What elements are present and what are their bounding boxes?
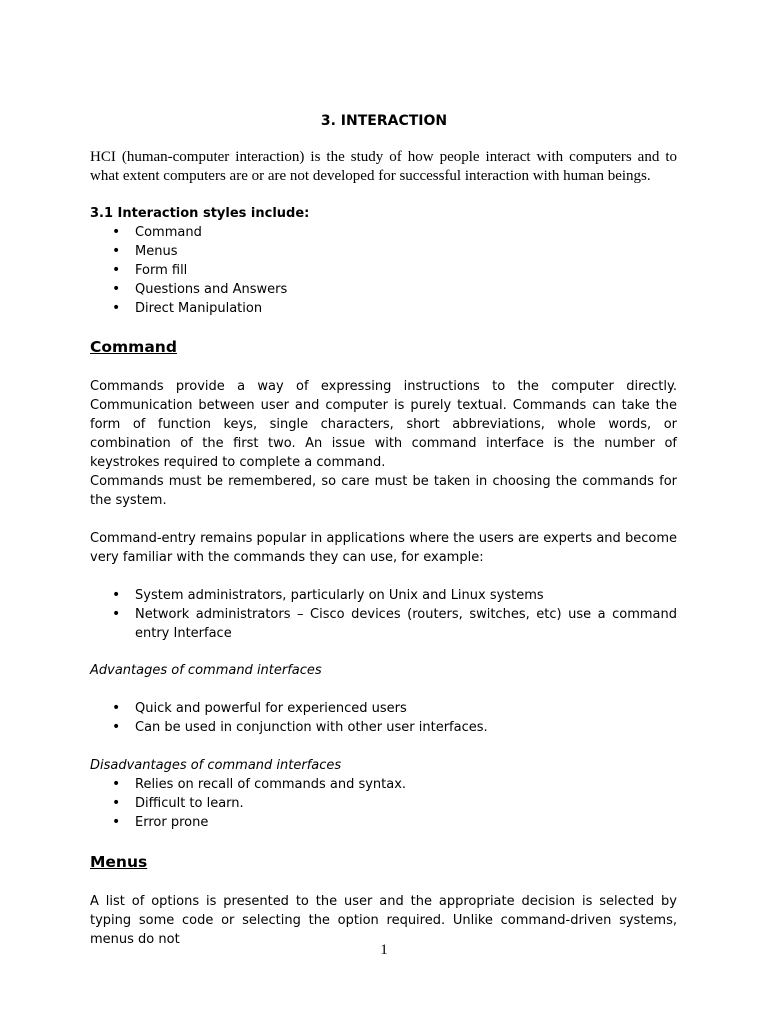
- list-item: • System administrators, particularly on Unix and Linux systems: [90, 586, 677, 605]
- list-item: • Questions and Answers: [90, 280, 677, 299]
- command-heading: Command: [90, 338, 177, 356]
- list-item: • Form fill: [90, 261, 677, 280]
- command-examples-list: [90, 586, 677, 643]
- menus-heading: Menus: [90, 853, 148, 871]
- page-title: 3. INTERACTION: [320, 113, 448, 129]
- advantages-list: [90, 699, 677, 737]
- styles-list: [90, 223, 677, 318]
- list-item: • Error prone: [90, 813, 677, 832]
- list-item: • Can be used in conjunction with other user interfaces.: [90, 718, 677, 737]
- disadvantages-section: [90, 756, 677, 832]
- list-item: • Difficult to learn.: [90, 794, 677, 813]
- list-item: • Command: [90, 223, 677, 242]
- intro-paragraph: HCI (human-computer interaction) is the study of how people interact with computers and to what extent computers are or are not developed for successful interaction with human beings.: [90, 149, 677, 184]
- disadvantages-list: [90, 775, 677, 832]
- command-paragraph-1: Commands provide a way of expressing instructions to the computer directly. Communication between user and computer is purely textual. Commands can take the form of function keys, single characters, short abbreviations, whole words, or combination of the first two. An issue with command interface is the number of keystrokes required to complete a command.: [90, 379, 677, 470]
- page-number: 1: [380, 942, 388, 958]
- list-item: • Menus: [90, 242, 677, 261]
- list-item: • Quick and powerful for experienced users: [90, 699, 677, 718]
- disadvantages-heading: Disadvantages of command interfaces: [90, 758, 342, 773]
- styles-heading: 3.1 Interaction styles include:: [90, 206, 310, 221]
- command-paragraph-2: Commands must be remembered, so care must be taken in choosing the commands for the system.: [90, 474, 677, 508]
- command-paragraph-3: Command-entry remains popular in applications where the users are experts and become very familiar with the commands they can use, for example:: [90, 531, 677, 565]
- styles-section: [90, 204, 677, 318]
- list-item: • Relies on recall of commands and syntax.: [90, 775, 677, 794]
- advantages-heading: Advantages of command interfaces: [90, 663, 322, 678]
- menus-paragraph-1: A list of options is presented to the user and the appropriate decision is selected by typing some code or selecting the option required. Unlike command-driven systems, menus do not: [90, 894, 677, 947]
- list-item: • Network administrators – Cisco devices (routers, switches, etc) use a command entry Interface: [90, 605, 677, 643]
- list-item: • Direct Manipulation: [90, 299, 677, 318]
